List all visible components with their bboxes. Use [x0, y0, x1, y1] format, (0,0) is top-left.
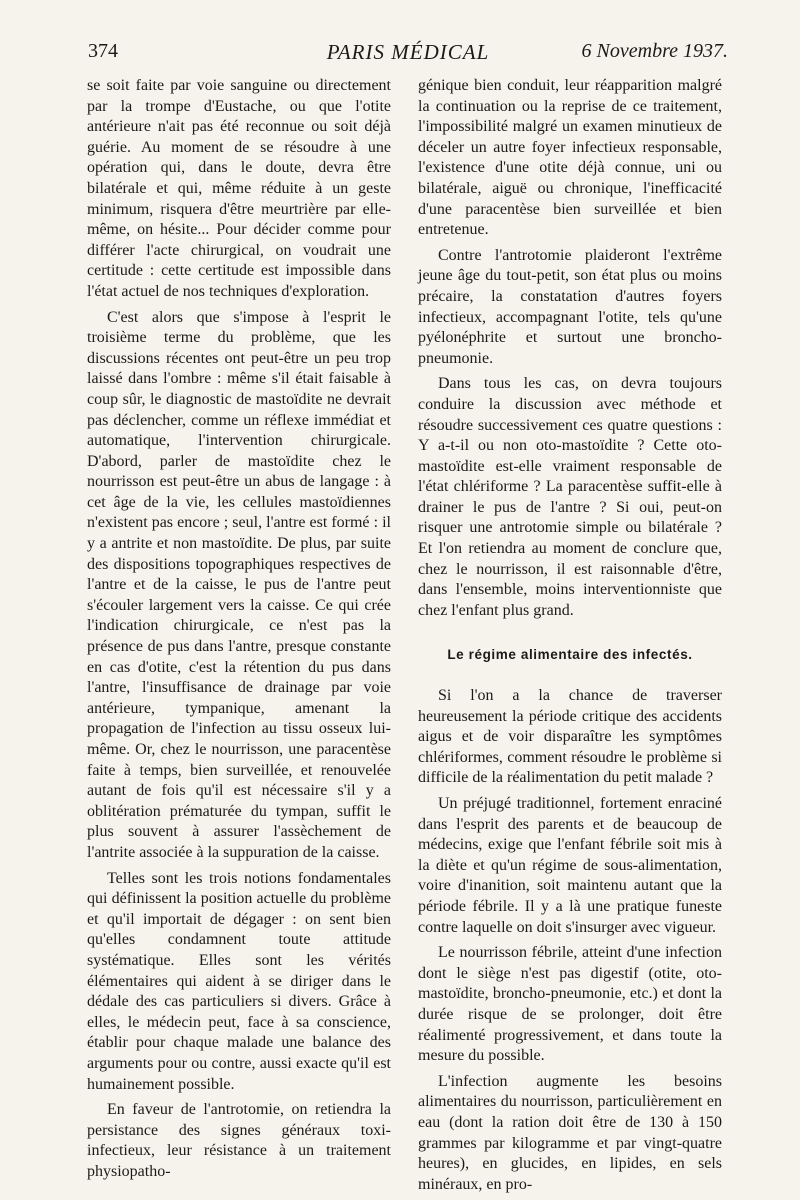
section-heading: Le régime alimentaire des infectés. — [447, 647, 693, 663]
paragraph: C'est alors que s'impose à l'esprit le troisième terme du problème, que les discussions récentes ont peut-être un peu trop laissé dans l'ombre : même s'il était faisable à coup sûr, le diagnostic de mastoïdite ne devrait pas déclencher, comme un réflexe immédiat et automatique, l'intervention chirurgicale. D'abord, parler de mastoïdite chez le nourrisson est peut-être un abus de langage : à cet âge de la vie, les cellules mastoïdiennes n'existent pas encore ; seul, l'antre est formé : il y a antrite et non mastoïdite. De plus, par suite des dispositions topographiques respectives de l'antre et de la caisse, le pus de l'antre peut s'écouler largement vers la caisse. Ce qui crée l'indication chirurgicale, ce n'est pas la présence de pus dans l'antre, presque constante en cas d'otite, c'est la rétention du pus dans l'antre, l'insuffisance de drainage par voie antérieure, tympanique, amenant la propagation de l'infection au tissu osseux lui-même. Or, chez le nourrisson, une paracentèse faite à temps, bien surveillée, et renouvelée autant de fois qu'il est nécessaire s'il y a oblitération prématurée du tympan, suffit le plus souvent à assurer l'assèchement de l'antrite associée à la suppuration de la caisse. — [87, 308, 391, 861]
paragraph: se soit faite par voie sanguine ou directement par la trompe d'Eustache, ou que l'otite antérieure n'ait pas été reconnue ou soit déjà guérie. Au moment de se résoudre à une opération qui, dans le doute, devra être bilatérale et qui, même réduite à un geste minimum, risquera d'être meurtrière par elle-même, on hésite... Pour décider comme pour différer l'acte chirurgical, on voudrait une certitude : cette certitude est impossible dans l'état actuel de nos techniques d'exploration. — [87, 77, 391, 300]
right-column — [418, 76, 722, 1200]
left-column — [87, 76, 391, 1187]
paragraph: Un préjugé traditionnel, fortement enraciné dans l'esprit des parents et de beaucoup de médecins, exige que l'enfant fébrile soit mis à la diète et qu'un régime de sous-alimentation, voire d'inanition, soit maintenu autant que la période fébrile. Il y a là une pratique funeste contre laquelle on doit s'insurger avec vigueur. — [418, 795, 722, 936]
page-number: 374 — [88, 40, 118, 62]
journal-title: PARIS MÉDICAL — [326, 40, 490, 64]
paragraph: Dans tous les cas, on devra toujours conduire la discussion avec méthode et résoudre successivement ces quatre questions : Y a-t-il ou non oto-mastoïdite ? Cette oto-mastoïdite est-elle vraiment responsable de l'état chlériforme ? La paracentèse suffit-elle à drainer le pus de l'antre ? Si oui, peut-on risquer une antrotomie simple ou bilatérale ? Et l'on retiendra au moment de conclure que, chez le nourrisson, il est raisonnable d'être, dans l'ensemble, moins interventionniste que chez l'enfant plus grand. — [418, 375, 722, 619]
issue-date: 6 Novembre 1937. — [581, 40, 728, 62]
page-header — [88, 40, 728, 70]
paragraph: Le nourrisson fébrile, atteint d'une infection dont le siège n'est pas digestif (otite, oto-mastoïdite, broncho-pneumonie, etc.) et dont la durée risque de se prolonger, doit être réalimenté progressivement, et dans toute la mesure du possible. — [418, 944, 722, 1065]
paragraph: génique bien conduit, leur réapparition malgré la continuation ou la reprise de ce traitement, l'impossibilité malgré un examen minutieux de déceler un autre foyer infectieux responsable, l'existence d'une otite déjà connue, uni ou bilatérale, aiguë ou chronique, l'inefficacité d'une paracentèse bien surveillée et bien entretenue. — [418, 77, 722, 239]
paragraph: L'infection augmente les besoins alimentaires du nourrisson, particulièrement en eau (dont la ration doit être de 130 à 150 grammes par kilogramme et par vingt-quatre heures), en glucides, en lipides, en sels minéraux, en pro- — [418, 1072, 722, 1193]
paragraph: Si l'on a la chance de traverser heureusement la période critique des accidents aigus et de voir disparaître les symptômes chlériformes, comment résoudre le problème si difficile de la réalimentation du petit malade ? — [418, 687, 722, 787]
paragraph: Contre l'antrotomie plaideront l'extrême jeune âge du tout-petit, son état plus ou moins précaire, la constatation d'autres foyers infectieux, accompagnant l'otite, tels qu'une pyélonéphrite et surtout une broncho-pneumonie. — [418, 246, 722, 367]
paragraph: En faveur de l'antrotomie, on retiendra la persistance des signes généraux toxi-infectieux, leur résistance à un traitement physiopatho- — [87, 1101, 391, 1180]
paragraph: Telles sont les trois notions fondamentales qui définissent la position actuelle du problème et qu'il importait de dégager : on sent bien qu'elles condamnent toute attitude systématique. Elles sont les vérités élémentaires qui aident à se diriger dans le dédale des cas particuliers si divers. Grâce à elles, le médecin peut, face à sa conscience, établir pour chaque malade une balance des arguments pour ou contre, aussi exacte qu'il est humainement possible. — [87, 869, 391, 1093]
